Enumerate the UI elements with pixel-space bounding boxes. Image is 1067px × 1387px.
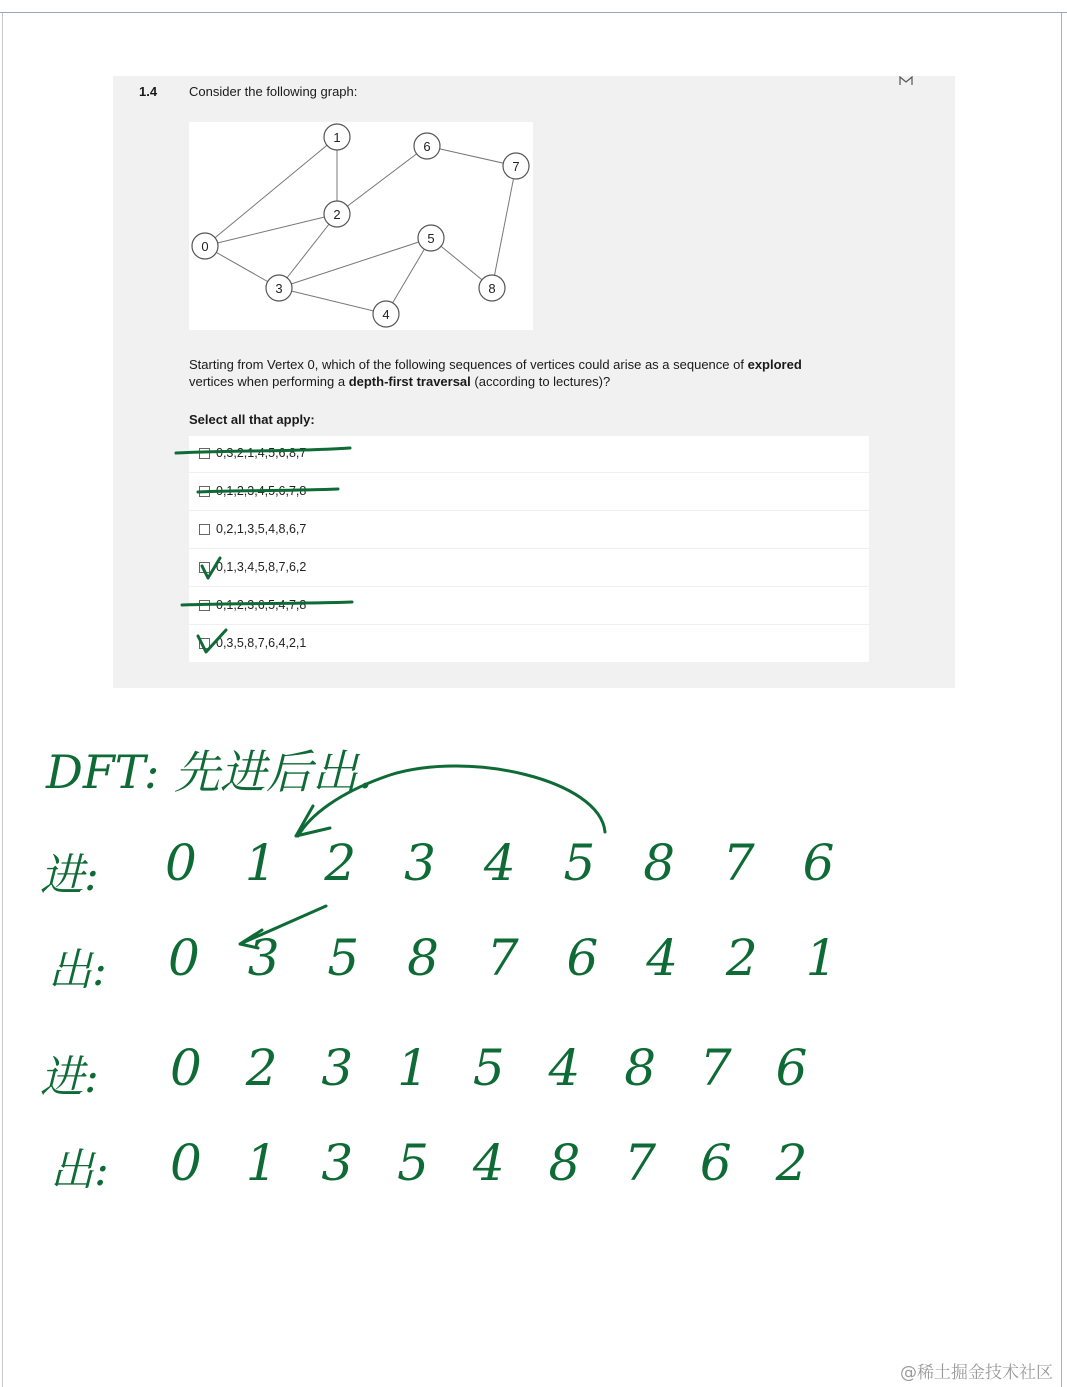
handwritten-row-1-label: 进: [40,850,99,901]
graph-node-1 [324,124,350,150]
backtrack-arrow-head [296,806,330,836]
graph-node-2 [324,201,350,227]
graph-edge-3-5 [279,238,431,288]
graph-edge-6-7 [427,146,516,166]
graph-figure [189,122,533,330]
options-list [189,436,869,662]
option-row-1[interactable] [189,436,869,473]
graph-edge-7-8 [492,166,516,288]
option-checkbox-6[interactable] [199,638,210,649]
option-row-2[interactable] [189,474,869,511]
svg-text:2: 2 [333,207,341,222]
svg-text:6: 6 [423,139,431,154]
flag-icon[interactable] [899,76,913,86]
graph-edge-3-4 [279,288,386,314]
question-number: 1.4 [139,84,158,99]
graph-edge-2-3 [279,214,337,288]
question-body-text-1: Starting from Vertex 0, which of the following sequences of vertices could arise as a sequence of [189,357,748,372]
question-prompt: Consider the following graph: [189,84,358,99]
graph-nodes [192,124,529,327]
svg-text:8: 8 [488,281,496,296]
handwritten-row-3-label: 进: [40,1052,99,1103]
option-row-5[interactable] [189,588,869,625]
graph-edge-2-6 [337,146,427,214]
option-row-6[interactable] [189,626,869,663]
graph-node-5 [418,225,444,251]
option-checkbox-5[interactable] [199,600,210,611]
graph-node-8 [479,275,505,301]
graph-node-4 [373,301,399,327]
option-label-1: 0,3,2,1,4,5,6,8,7 [216,446,307,460]
option-checkbox-4[interactable] [199,562,210,573]
short-arrow [240,906,326,948]
option-label-3: 0,2,1,3,5,4,8,6,7 [216,522,307,536]
option-label-4: 0,1,3,4,5,8,7,6,2 [216,560,307,574]
graph-svg [189,122,533,330]
select-heading: Select all that apply: [189,412,315,427]
svg-text:3: 3 [275,281,283,296]
svg-text:7: 7 [512,159,520,174]
handwritten-row-2-label: 出: [48,945,107,996]
question-body-bold-2: depth-first traversal [348,374,471,389]
handwritten-row-4-values: 0 1 3 5 4 8 7 6 2 [170,1134,822,1192]
graph-edges [205,137,516,314]
option-checkbox-2[interactable] [199,486,210,497]
option-checkbox-1[interactable] [199,448,210,459]
question-body-text-2: vertices when performing a [189,374,349,389]
handwritten-row-1-values: 0 1 2 3 4 5 8 7 6 [165,834,851,892]
watermark: @稀土掘金技术社区 [900,1363,1053,1383]
graph-node-3 [266,275,292,301]
handwritten-row-2-values: 0 3 5 8 7 6 4 2 1 [168,929,854,987]
svg-text:0: 0 [201,239,209,254]
question-body-bold-1: explored [747,357,802,372]
handwritten-title: DFT: 先进后出. [46,745,373,799]
option-checkbox-3[interactable] [199,524,210,535]
svg-text:4: 4 [382,307,390,322]
graph-node-6 [414,133,440,159]
question-body-text-3: (according to lectures)? [470,374,611,389]
page-left-edge [2,13,3,1387]
option-row-3[interactable] [189,512,869,549]
handwritten-row-4-label: 出: [50,1145,109,1196]
page-right-edge [1061,13,1062,1387]
handwritten-row-3-values: 0 2 3 1 5 4 8 7 6 [170,1039,822,1097]
option-label-2: 0,1,2,3,4,5,6,7,8 [216,484,307,498]
question-body [189,356,889,390]
option-label-6: 0,3,5,8,7,6,4,2,1 [216,636,307,650]
backtrack-arrow [298,766,605,836]
option-label-5: 0,1,2,3,6,5,4,7,8 [216,598,307,612]
svg-text:5: 5 [427,231,435,246]
graph-node-7 [503,153,529,179]
svg-text:1: 1 [333,130,341,145]
question-panel [113,76,955,688]
option-row-4[interactable] [189,550,869,587]
top-rule [0,12,1067,13]
graph-node-0 [192,233,218,259]
